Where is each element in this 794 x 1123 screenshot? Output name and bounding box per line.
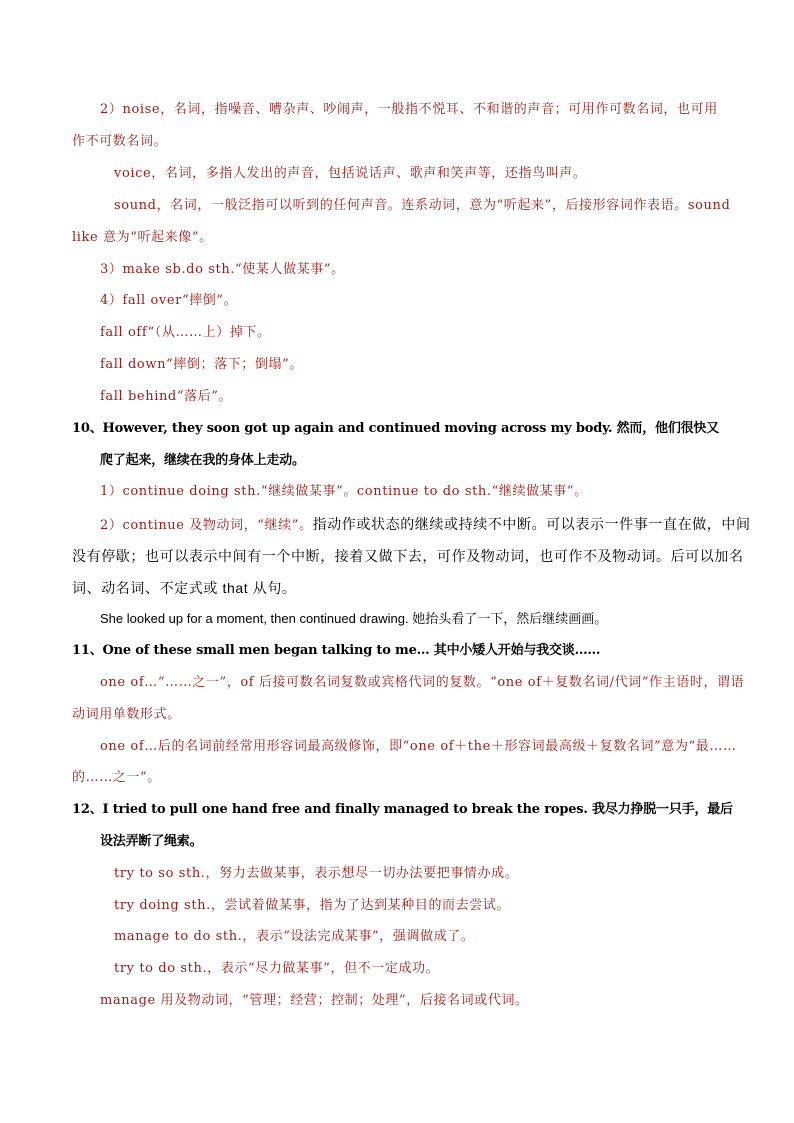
note-noise-line-2: 作不可数名词。: [72, 134, 168, 149]
note-continue-verb-red: 2）continue 及物动词，“继续”。: [100, 518, 313, 533]
example-continued-drawing: She looked up for a moment, then continued drawing. 她抬头看了一下，然后继续画画。: [100, 611, 608, 626]
note-sound-line-1: sound，名词，一般泛指可以听到的任何声音。连系动词，意为“听起来”，后接形容词作表语。sound: [114, 198, 731, 213]
note-fall-over: 4）fall over“摔倒”。: [100, 293, 238, 308]
note-make-sb-do: 3）make sb.do sth.“使某人做某事”。: [100, 262, 345, 277]
note-continue-forms: 1）continue doing sth.“继续做某事”。continue to do sth.“继续做某事”。: [100, 484, 588, 499]
note-continue-verb-line-1: [100, 514, 751, 536]
note-continue-verb-line-3: 词、动名词、不定式或 that 从句。: [72, 580, 297, 596]
sentence-12-line-1: 12、I tried to pull one hand free and finally managed to break the ropes. 我尽力挣脱一只手，最后: [72, 802, 733, 817]
note-voice: voice，名词，多指人发出的声音，包括说话声、歌声和笑声等，还指鸟叫声。: [114, 166, 587, 181]
note-continue-verb-black: 指动作或状态的继续或持续不中断。可以表示一件事一直在做，中间: [312, 516, 751, 532]
note-one-of-line-2: 动词用单数形式。: [72, 707, 181, 722]
note-try-doing: try doing sth.，尝试着做某事，指为了达到某种目的而去尝试。: [114, 898, 511, 913]
note-try-to: try to so sth.，努力去做某事，表示想尽一切办法要把事情办成。: [114, 866, 519, 881]
sentence-10-line-1: 10、However, they soon got up again and continued moving across my body. 然而，他们很快又: [72, 421, 720, 436]
note-manage-to-do: manage to do sth.，表示“设法完成某事”，强调做成了。: [114, 929, 475, 944]
note-manage-verb: manage 用及物动词，“管理；经营；控制；处理”，后接名词或代词。: [100, 993, 529, 1008]
note-try-to-do: try to do sth.，表示“尽力做某事”，但不一定成功。: [114, 961, 440, 976]
note-fall-down: fall down“摔倒；落下；倒塌”。: [100, 357, 303, 372]
sentence-11: 11、One of these small men began talking to me… 其中小矮人开始与我交谈……: [72, 643, 601, 658]
note-one-of-superlative-line-2: 的……之一”。: [72, 770, 161, 785]
note-one-of-line-1: one of…“……之一”，of 后接可数名词复数或宾格代词的复数。“one of＋复数名词/代词”作主语时，谓语: [100, 675, 745, 690]
sentence-12-line-2: 设法弄断了绳索。: [100, 834, 203, 849]
sentence-10-line-2: 爬了起来，继续在我的身体上走动。: [100, 453, 305, 468]
note-one-of-superlative-line-1: one of…后的名词前经常用形容词最高级修饰，即“one of＋the＋形容词最高级＋复数名词”意为“最……: [100, 739, 737, 754]
note-noise-line-1: 2）noise，名词，指噪音、嘈杂声、吵闹声，一般指不悦耳、不和谐的声音；可用作可数名词，也可用: [100, 102, 718, 117]
note-continue-verb-line-2: 没有停歇；也可以表示中间有一个中断，接着又做下去，可作及物动词，也可作不及物动词。后可以加名: [72, 548, 744, 564]
note-fall-off: fall off“（从……上）掉下。: [100, 325, 271, 340]
note-fall-behind: fall behind“落后”。: [100, 389, 233, 404]
note-sound-line-2: like 意为“听起来像”。: [72, 230, 213, 245]
